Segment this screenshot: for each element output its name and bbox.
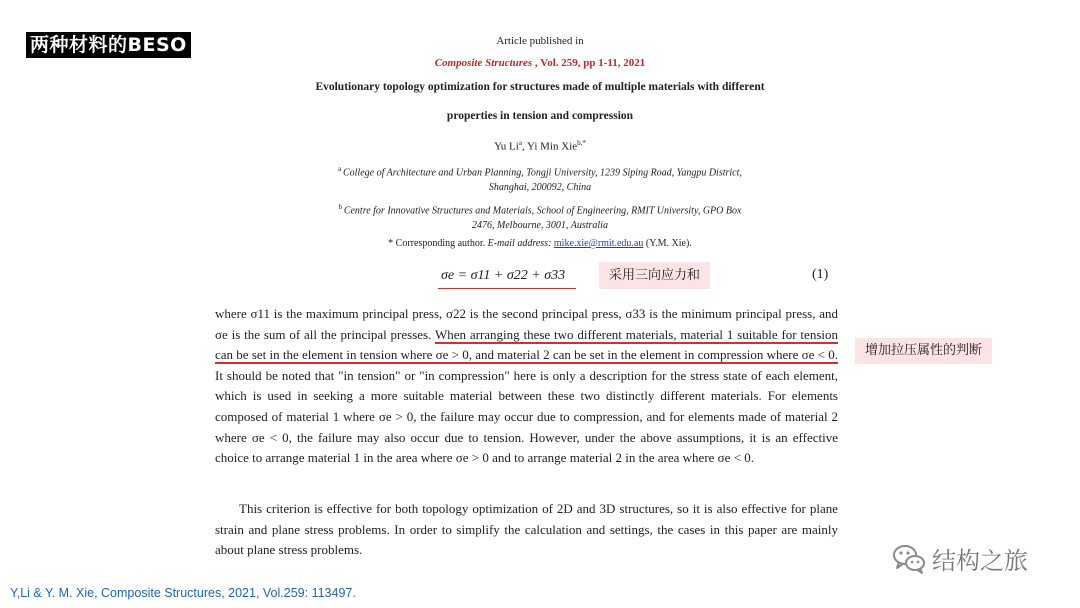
- annotation-stress-sum: 采用三向应力和: [599, 262, 710, 289]
- paragraph-2-text: This criterion is effective for both topology optimization of 2D and 3D structures, so it is also effective for plane strain and plane stress problems. In order to simplify the calculation and settings, the cases in this paper are mainly about plane stress problems.: [215, 501, 838, 558]
- corresponding-suffix: (Y.M. Xie).: [643, 238, 692, 249]
- body-paragraph-2: [215, 499, 838, 561]
- affiliation-b-line-1: [0, 200, 1080, 218]
- author-1-sup: a: [518, 139, 522, 147]
- affiliation-a-line-2: Shanghai, 200092, China: [488, 182, 592, 194]
- citation: Y,Li & Y. M. Xie, Composite Structures, 2021, Vol.259: 113497.: [10, 586, 356, 600]
- paragraph-1-highlight: When arranging these two different materials, material 1 suitable for tension can be set in the element in tension where σe > 0, and material 2 can be set in the element in compression where σe < 0.: [215, 326, 838, 363]
- affiliation-b-line-2: 2476, Melbourne, 3001, Australia: [472, 220, 608, 232]
- journal-line: [0, 57, 1080, 69]
- annotation-tension-compression: 增加拉压属性的判断: [855, 338, 992, 364]
- journal-volume: , Vol. 259, pp 1-11, 2021: [532, 57, 646, 69]
- affiliation-b-sup: b: [338, 203, 344, 211]
- paper-title-line-2: properties in tension and compression: [446, 110, 634, 122]
- author-separator: ,: [521, 140, 528, 153]
- affiliation-a-line-1: [0, 162, 1080, 180]
- email-label: E-mail address:: [487, 238, 554, 249]
- affiliation-a-text-1: College of Architecture and Urban Planning, Tongji University, 1239 Siping Road, Yangpu District,: [342, 167, 742, 179]
- affiliation-a: [0, 162, 1080, 195]
- slide-title: 两种材料的BESO: [26, 32, 191, 58]
- journal-name: Composite Structures: [434, 57, 533, 69]
- wechat-icon: [892, 541, 926, 575]
- affiliation-a-sup: a: [338, 165, 343, 173]
- author-2-sup: b,*: [577, 139, 586, 147]
- equation-number: (1): [812, 267, 829, 282]
- affiliation-b-text-1: Centre for Innovative Structures and Materials, School of Engineering, RMIT University, GPO Box: [343, 205, 742, 217]
- body-paragraph-1: [215, 304, 838, 469]
- email-link[interactable]: mike.xie@rmit.edu.au: [553, 238, 644, 249]
- equation-formula: σe = σ11 + σ22 + σ33: [441, 268, 566, 283]
- paragraph-1-part-b: It should be noted that "in tension" or "in compression" here is only a description for the stress state of each element, which is used in seeking a more suitable material between these two distinctly different materials. For elements composed of material 1 where σe > 0, the failure may occur due to compression, and for elements made of material 2 where σe < 0, the failure may also occur due to tension. However, under the above assumptions, it is an effective choice to arrange material 1 in the area where σe > 0 and to arrange material 2 in the area where σe < 0.: [215, 367, 838, 466]
- corresponding-prefix: * Corresponding author.: [388, 238, 488, 249]
- watermark: [892, 541, 1028, 575]
- authors: [0, 139, 1080, 153]
- author-2: Yi Min Xie: [527, 140, 578, 153]
- affiliation-b: [0, 200, 1080, 233]
- published-in-line: Article published in: [496, 35, 584, 47]
- watermark-text: 结构之旅: [932, 546, 1028, 575]
- equation-underline: [438, 288, 576, 289]
- corresponding-author: [0, 238, 1080, 249]
- paper-title-line-1: Evolutionary topology optimization for structures made of multiple materials with different: [315, 81, 765, 93]
- author-1: Yu Li: [494, 140, 519, 153]
- paragraph-1-part-a: where σ11 is the maximum principal press, σ22 is the second principal press, σ33 is the minimum principal press, and σe is the sum of all the principal presses.: [215, 306, 838, 342]
